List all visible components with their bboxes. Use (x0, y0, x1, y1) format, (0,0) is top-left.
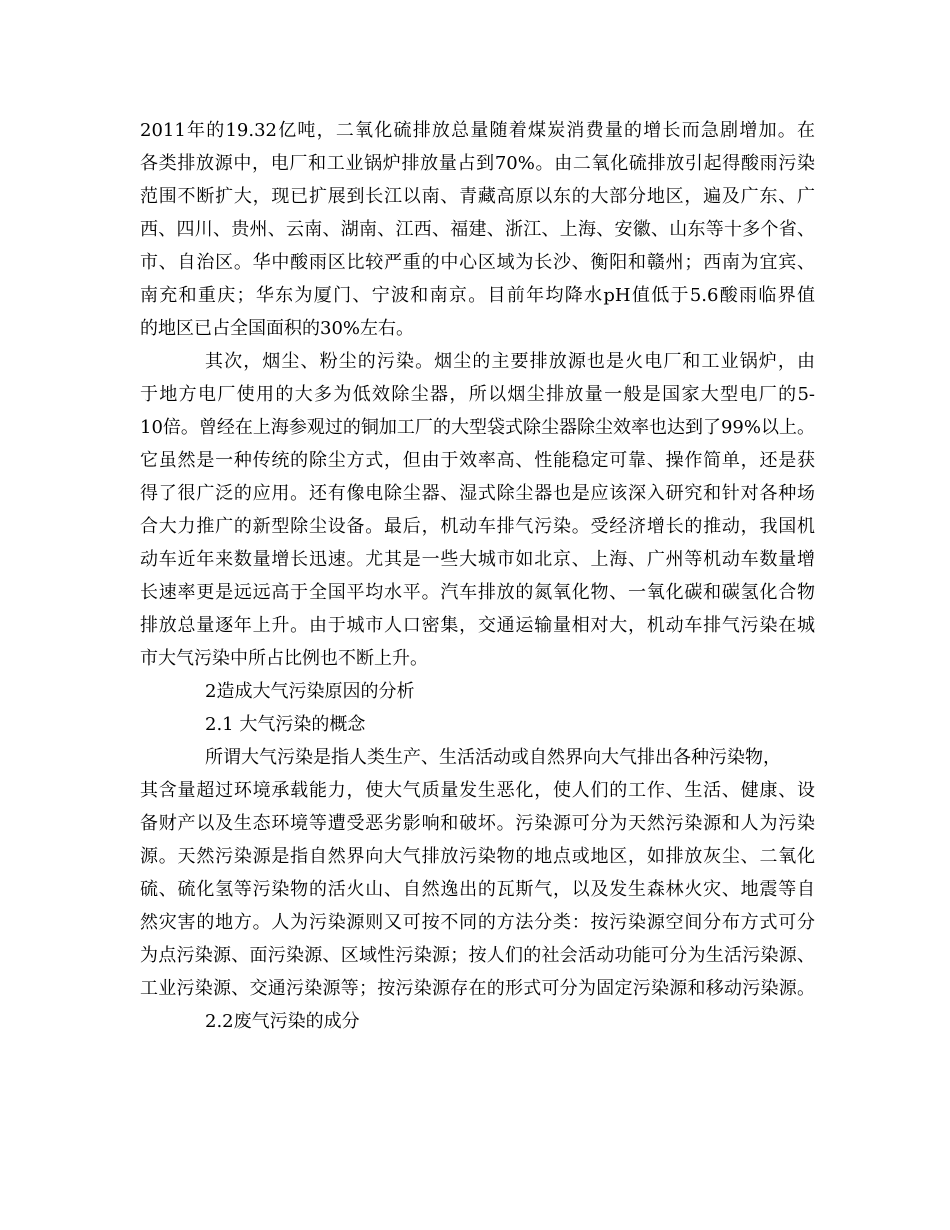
paragraph-line: 其次，烟尘、粉尘的污染。烟尘的主要排放源也是火电厂和工业锅炉，由 (205, 351, 815, 372)
paragraph-line: 范围不断扩大，现已扩展到长江以南、青藏高原以东的大部分地区，遍及广东、广 (140, 186, 815, 207)
paragraph-line: 得了很广泛的应用。还有像电除尘器、湿式除尘器也是应该深入研究和针对各种场 (140, 483, 815, 504)
paragraph-line: 西、四川、贵州、云南、湖南、江西、福建、浙江、上海、安徽、山东等十多个省、 (140, 219, 815, 240)
section-heading-2-2: 2.2废气污染的成分 (205, 1011, 360, 1032)
section-heading-2-1: 2.1 大气污染的概念 (205, 714, 366, 735)
paragraph-line: 源。天然污染源是指自然界向大气排放污染物的地点或地区，如排放灰尘、二氧化 (140, 846, 815, 867)
paragraph-dust-and-vehicle-pollution (140, 345, 815, 675)
paragraph-line: 市大气污染中所占比例也不断上升。 (140, 648, 428, 669)
paragraph-line: 其含量超过环境承载能力，使大气质量发生恶化，使人们的工作、生活、健康、设 (140, 780, 815, 801)
paragraph-line: 市、自治区。华中酸雨区比较严重的中心区域为长沙、衡阳和赣州；西南为宜宾、 (140, 252, 815, 273)
paragraph-line: 工业污染源、交通污染源等；按污染源存在的形式可分为固定污染源和移动污染源。 (140, 978, 815, 999)
paragraph-line: 备财产以及生态环境等遭受恶劣影响和破坏。污染源可分为天然污染源和人为污染 (140, 813, 815, 834)
paragraph-line: 于地方电厂使用的大多为低效除尘器，所以烟尘排放量一般是国家大型电厂的5- (140, 384, 815, 405)
paragraph-line: 10倍。曾经在上海参观过的铜加工厂的大型袋式除尘器除尘效率也达到了99%以上。 (140, 417, 815, 438)
paragraph-line: 它虽然是一种传统的除尘方式，但由于效率高、性能稳定可靠、操作简单，还是获 (140, 450, 815, 471)
paragraph-line: 为点污染源、面污染源、区域性污染源；按人们的社会活动功能可分为生活污染源、 (140, 945, 815, 966)
section-heading-2: 2造成大气污染原因的分析 (205, 681, 415, 702)
paragraph-line: 动车近年来数量增长迅速。尤其是一些大城市如北京、上海、广州等机动车数量增 (140, 549, 815, 570)
paragraph-line: 所谓大气污染是指人类生产、生活活动或自然界向大气排出各种污染物， (205, 747, 781, 768)
paragraph-line: 然灾害的地方。人为污染源则又可按不同的方法分类：按污染源空间分布方式可分 (140, 912, 815, 933)
paragraph-line: 的地区已占全国面积的30%左右。 (140, 318, 415, 339)
paragraph-line: 合大力推广的新型除尘设备。最后，机动车排气污染。受经济增长的推动，我国机 (140, 516, 815, 537)
paragraph-line: 长速率更是远远高于全国平均水平。汽车排放的氮氧化物、一氧化碳和碳氢化合物 (140, 582, 815, 603)
paragraph-line: 硫、硫化氢等污染物的活火山、自然逸出的瓦斯气，以及发生森林火灾、地震等自 (140, 879, 815, 900)
paragraph-line: 排放总量逐年上升。由于城市人口密集，交通运输量相对大，机动车排气污染在城 (140, 615, 815, 636)
paragraph-acid-rain (140, 114, 815, 345)
document-body (140, 114, 815, 1038)
paragraph-line: 2011年的19.32亿吨，二氧化硫排放总量随着煤炭消费量的增长而急剧增加。在 (140, 120, 815, 141)
paragraph-line: 南充和重庆；华东为厦门、宁波和南京。目前年均降水pH值低于5.6酸雨临界值 (140, 285, 815, 306)
paragraph-air-pollution-definition (140, 741, 815, 1005)
paragraph-line: 各类排放源中，电厂和工业锅炉排放量占到70%。由二氧化硫排放引起得酸雨污染 (140, 153, 815, 174)
